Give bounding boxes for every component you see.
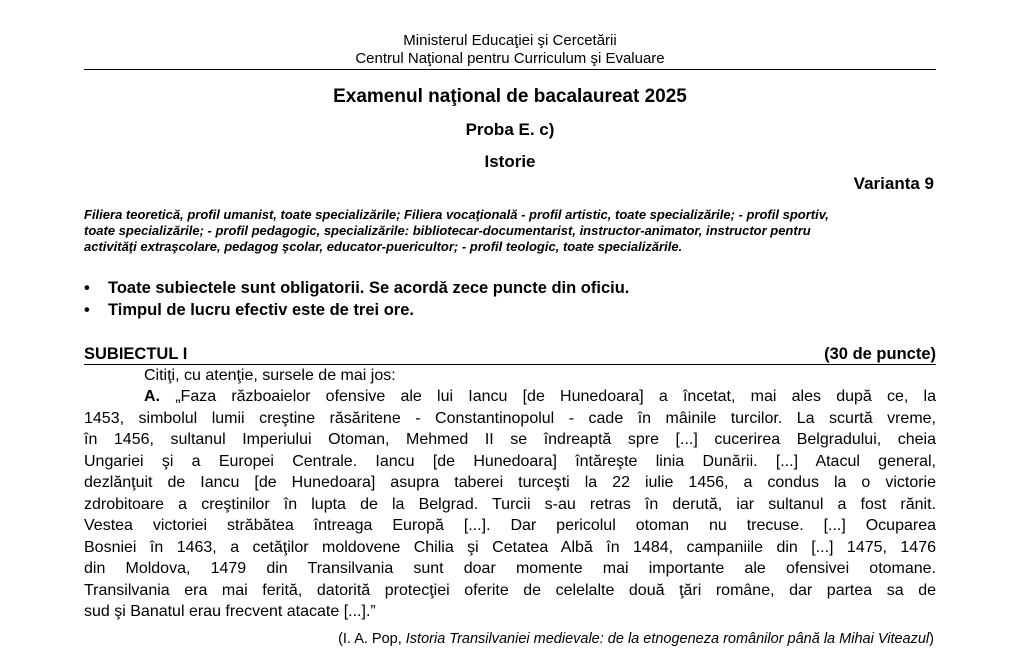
center-name: Centrul Naţional pentru Curriculum şi Evaluare (355, 50, 665, 67)
source-line: din Moldova, 1479 din Transilvania sunt doar momente mai importante ale ofensivei otomane. (84, 560, 936, 577)
citation-close: ) (929, 631, 934, 647)
subject-name: SUBIECTUL I (84, 345, 188, 363)
citation-author: (I. A. Pop, (338, 631, 406, 647)
source-line (84, 386, 936, 408)
source-line: dezlănţuit de Iancu [de Hunedoara] asupra taberei turceşti la 22 iulie 1456, a condus la o victorie (84, 474, 936, 491)
ministry-name: Ministerul Educaţiei şi Cercetării (403, 32, 617, 49)
filiera-line: toate specializările; - profil pedagogic, specializările: bibliotecar-documentarist, instructor-animator, instructor pentru (84, 223, 811, 238)
exam-title: Examenul naţional de bacalaureat 2025 (333, 86, 687, 107)
bullet-icon: • (84, 279, 90, 297)
filiera-line: activităţi extraşcolare, pedagog şcolar, educator-puericultor; - profil teologic, toate specializările. (84, 239, 683, 254)
source-line: sud şi Banatul erau frecvent atacate [...].” (84, 603, 376, 620)
source-a-label: A. (144, 388, 160, 405)
exam-page (84, 0, 936, 666)
rule-text: Toate subiectele sunt obligatorii. Se acordă zece puncte din oficiu. (108, 279, 630, 297)
exam-variant: Varianta 9 (853, 174, 934, 193)
subject-heading (84, 344, 936, 365)
source-line: Bosniei în 1463, a cetăţilor moldovene Chilia şi Cetatea Albă în 1484, campaniile din [...] 1475, 1476 (84, 538, 936, 556)
bullet-icon: • (84, 301, 90, 319)
source-line: Transilvania era mai ferită, datorită protecţiei oferite de celelalte două ţări române, dar partea sa de (84, 581, 936, 599)
citation-title: Istoria Transilvaniei medievale: de la etnogeneza românilor până la Mihai Viteazul (405, 631, 930, 647)
exam-rules (84, 277, 936, 321)
source-line: Vestea victoriei străbătea întreaga Europă [...]. Dar pericolul otoman nu trecuse. [...] Ocuparea (84, 517, 936, 534)
exam-subject: Istorie (484, 152, 536, 171)
source-citation (338, 630, 934, 648)
source-line: în 1456, sultanul Imperiului Otoman, Mehmed II se îndreaptă spre [...] cucerirea Belgradului, cheia (84, 431, 936, 448)
exam-proba: Proba E. c) (465, 120, 555, 139)
subject-points: (30 de puncte) (824, 345, 936, 363)
source-a (84, 386, 936, 623)
source-line: zdrobitoare a creştinilor în lupta de la Belgrad. Turcii s-au retras în derută, iar sultanul a fost rănit. (84, 495, 936, 513)
source-line: Ungariei şi a Europei Centrale. Iancu [de Hunedoara] întăreşte linia Dunării. [...] Atacul general, (84, 452, 936, 470)
filiera-line: Filiera teoretică, profil umanist, toate specializările; Filiera vocaţională - profil artistic, toate specializările; - profil sportiv, (84, 207, 829, 222)
subject-instruction: Citiţi, cu atenţie, sursele de mai jos: (144, 367, 396, 384)
rule-item (84, 277, 936, 299)
rule-item (84, 299, 936, 321)
source-text: „Faza războaielor ofensive ale lui Iancu [de Hunedoara] a încetat, mai ales după ce, la (175, 388, 937, 405)
rule-text: Timpul de lucru efectiv este de trei ore. (108, 301, 414, 319)
header-divider (84, 69, 936, 70)
filiera-text (84, 207, 936, 255)
source-line: 1453, simbolul lumii creştine răsăritene - Constantinopolul - cade în mâinile turcilor. La scurtă vreme, (84, 409, 936, 427)
